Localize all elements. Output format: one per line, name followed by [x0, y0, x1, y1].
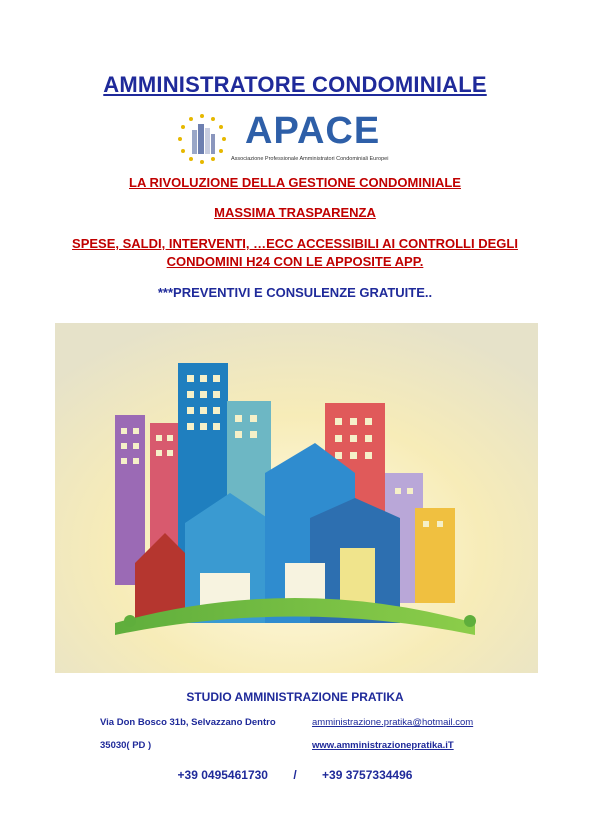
headline-expenses-line1: SPESE, SALDI, INTERVENTI, …ECC ACCESSIBILI AI CONTROLLI DEGLI	[72, 236, 518, 251]
logo-wordmark: APACE	[245, 110, 381, 152]
studio-name: STUDIO AMMINISTRAZIONE PRATIKA	[186, 690, 404, 704]
phone-landline[interactable]: +39 0495461730	[177, 768, 268, 782]
email-link[interactable]: amministrazione.pratika@hotmail.com	[312, 717, 474, 728]
headline-expenses-line2: CONDOMINI H24 CON LE APPOSITE APP.	[166, 254, 424, 269]
address-street: Via Don Bosco 31b, Selvazzano Dentro	[100, 717, 276, 728]
headline-transparency: MASSIMA TRASPARENZA	[214, 205, 376, 220]
phone-separator: /	[293, 768, 297, 782]
website-link[interactable]: www.amministrazionepratika.iT	[312, 740, 454, 751]
headline-revolution: LA RIVOLUZIONE DELLA GESTIONE CONDOMINIALE	[129, 175, 461, 190]
city-buildings-illustration	[55, 323, 538, 673]
page-title: AMMINISTRATORE CONDOMINIALE	[103, 72, 487, 97]
phone-numbers	[0, 768, 590, 782]
logo-subtitle: Associazione Professionale Amministratori Condominiali Europei	[231, 156, 389, 162]
phone-mobile[interactable]: +39 3757334496	[322, 768, 413, 782]
tagline-free-quotes: ***PREVENTIVI E CONSULENZE GRATUITE..	[157, 285, 433, 300]
address-postcode: 35030( PD )	[100, 740, 152, 751]
eu-stars-buildings-icon	[175, 112, 229, 166]
apace-logo	[175, 112, 425, 168]
